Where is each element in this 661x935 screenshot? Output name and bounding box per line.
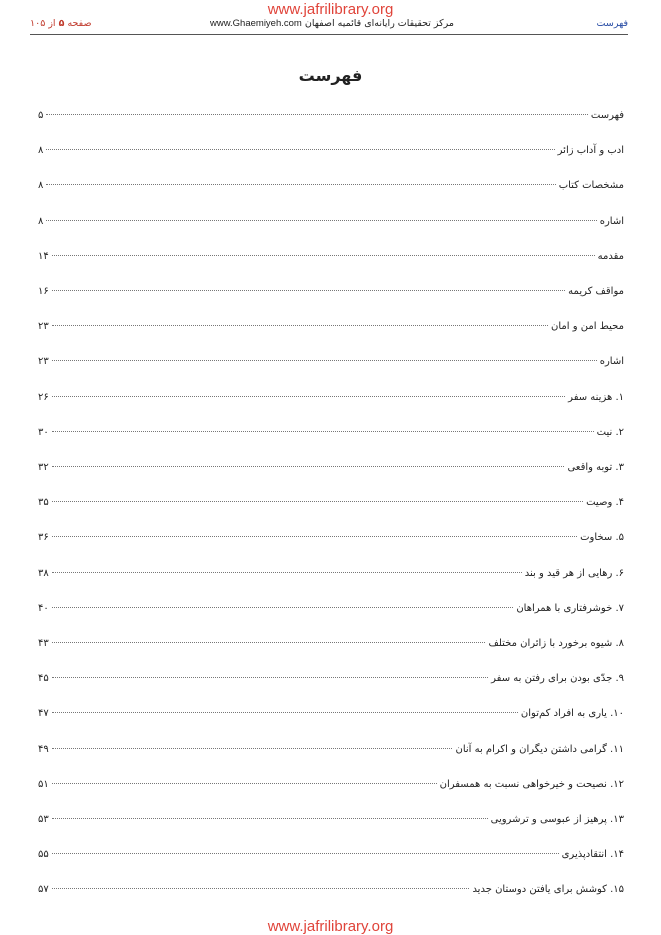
toc-dot-leader: [52, 853, 559, 854]
toc-entry[interactable]: [38, 882, 624, 898]
toc-entry-page[interactable]: ۱۶: [38, 286, 49, 297]
toc-entry-title[interactable]: ۲. نیت: [596, 427, 624, 438]
toc-entry-page[interactable]: ۵: [38, 110, 44, 121]
page-current: ۵: [58, 18, 65, 29]
toc-dot-leader: [46, 220, 596, 221]
toc-entry-title[interactable]: ۶. رهایی از هر قید و بند: [524, 568, 624, 579]
toc-entry[interactable]: [38, 214, 638, 230]
toc-entry-page[interactable]: ۳۰: [38, 427, 49, 438]
toc-entry-title[interactable]: ۴. وصیت: [586, 497, 624, 508]
toc-entry-title[interactable]: مواقف کریمه: [568, 286, 624, 297]
toc-entry[interactable]: [38, 671, 624, 687]
toc-entry-title[interactable]: ۱۴. انتقادپذیری: [561, 849, 624, 860]
toc-dot-leader: [52, 360, 597, 361]
toc-entry[interactable]: [38, 495, 624, 511]
toc-dot-leader: [52, 783, 437, 784]
toc-dot-leader: [52, 325, 548, 326]
page-of: از: [48, 18, 56, 29]
toc-entry-title[interactable]: ۸. شیوه برخورد با زائران مختلف: [488, 638, 624, 649]
toc-dot-leader: [52, 712, 518, 713]
toc-entry-page[interactable]: ۲۶: [38, 392, 49, 403]
toc-entry[interactable]: [38, 812, 624, 828]
toc-entry-page[interactable]: ۵۳: [38, 814, 49, 825]
toc-entry-page[interactable]: ۸: [38, 216, 44, 227]
page-title: فهرست: [298, 66, 363, 85]
toc-dot-leader: [52, 466, 565, 467]
toc-entry[interactable]: [38, 390, 624, 406]
toc-entry[interactable]: [38, 143, 624, 159]
toc-entry[interactable]: [38, 847, 624, 863]
toc-dot-leader: [52, 572, 522, 573]
toc-entry-title[interactable]: اشاره: [599, 216, 624, 227]
watermark-bottom[interactable]: www.jafrilibrary.org: [267, 918, 394, 935]
toc-entry-title[interactable]: مشخصات کتاب: [558, 180, 624, 191]
toc-entry-title[interactable]: ۱۲. نصیحت و خیرخواهی نسبت به همسفران: [439, 779, 624, 790]
toc-dot-leader: [52, 888, 470, 889]
header-section: فهرست: [596, 18, 628, 29]
toc-entry-title[interactable]: ۱۳. پرهیز از عبوسی و ترشرویی: [490, 814, 624, 825]
toc-entry-title[interactable]: محیط امن و امان: [551, 321, 624, 332]
toc-entry-page[interactable]: ۵۱: [38, 779, 49, 790]
toc-entry-title[interactable]: ۱۱. گرامی داشتن دیگران و اکرام به آنان: [455, 744, 624, 755]
toc-dot-leader: [52, 396, 565, 397]
toc-entry[interactable]: [38, 178, 638, 194]
toc-entry-page[interactable]: ۱۴: [38, 251, 49, 262]
toc-entry[interactable]: [38, 284, 624, 300]
toc-entry-page[interactable]: ۸: [38, 145, 44, 156]
toc-entry-page[interactable]: ۲۳: [38, 356, 49, 367]
toc-entry-page[interactable]: ۳۵: [38, 497, 49, 508]
toc-entry-title[interactable]: ادب و آداب زائر: [557, 145, 624, 156]
toc-dot-leader: [52, 501, 583, 502]
toc-entry-page[interactable]: ۴۳: [38, 638, 49, 649]
toc-entry-title[interactable]: ۱۵. کوشش برای یافتن دوستان جدید: [472, 884, 624, 895]
toc-entry-title[interactable]: مقدمه: [597, 251, 624, 262]
toc-entry[interactable]: [38, 108, 624, 124]
toc-entry[interactable]: [38, 460, 624, 476]
toc-entry-page[interactable]: ۴۷: [38, 708, 49, 719]
toc-entry-title[interactable]: ۱۰. یاری به افراد کم‌توان: [520, 708, 624, 719]
header-site-link[interactable]: www.Ghaemiyeh.com: [209, 18, 302, 29]
toc-entry-page[interactable]: ۳۶: [38, 532, 49, 543]
toc-dot-leader: [52, 290, 565, 291]
page-total: ۱۰۵: [30, 18, 46, 29]
toc-entry-page[interactable]: ۲۳: [38, 321, 49, 332]
toc-entry[interactable]: [38, 706, 624, 722]
toc-dot-leader: [52, 431, 594, 432]
toc-entry[interactable]: [38, 319, 624, 335]
toc-entry-title[interactable]: ۷. خوشرفتاری با همراهان: [516, 603, 624, 614]
toc-dot-leader: [52, 818, 488, 819]
toc-entry[interactable]: [38, 425, 624, 441]
toc-dot-leader: [46, 114, 588, 115]
toc-entry[interactable]: [38, 777, 624, 793]
toc-dot-leader: [52, 677, 488, 678]
header-center-text: مرکز تحقیقات رایانه‌ای قائمیه اصفهان: [304, 18, 455, 29]
toc-entry-title[interactable]: فهرست: [590, 110, 624, 121]
toc-entry[interactable]: [38, 636, 624, 652]
toc-dot-leader: [52, 748, 453, 749]
toc-entry[interactable]: [38, 530, 624, 546]
toc-dot-leader: [52, 642, 486, 643]
toc-entry-title[interactable]: اشاره: [599, 356, 624, 367]
toc-entry[interactable]: [38, 249, 624, 265]
toc-dot-leader: [46, 184, 555, 185]
toc-entry-title[interactable]: ۳. توبه واقعی: [567, 462, 624, 473]
toc-entry-title[interactable]: ۵. سخاوت: [580, 532, 624, 543]
toc-dot-leader: [52, 536, 577, 537]
toc-entry-page[interactable]: ۸: [38, 180, 44, 191]
toc-entry-page[interactable]: ۴۵: [38, 673, 49, 684]
toc-entry[interactable]: [38, 742, 624, 758]
toc-dot-leader: [46, 149, 554, 150]
toc-dot-leader: [52, 255, 595, 256]
toc-entry[interactable]: [38, 601, 624, 617]
toc-entry-page[interactable]: ۴۰: [38, 603, 49, 614]
toc-entry-page[interactable]: ۵۷: [38, 884, 49, 895]
toc-entry-page[interactable]: ۴۹: [38, 744, 49, 755]
toc-entry[interactable]: [38, 354, 638, 370]
toc-entry-title[interactable]: ۹. جدّی بودن برای رفتن به سفر: [491, 673, 624, 684]
toc-entry-page[interactable]: ۵۵: [38, 849, 49, 860]
watermark-top[interactable]: www.jafrilibrary.org: [267, 1, 394, 18]
toc-dot-leader: [52, 607, 514, 608]
toc-entry-title[interactable]: ۱. هزینه سفر: [568, 392, 624, 403]
toc-entry-page[interactable]: ۳۲: [38, 462, 49, 473]
toc-entry[interactable]: [38, 566, 624, 582]
page-prefix: صفحه: [67, 18, 92, 29]
toc-entry-page[interactable]: ۳۸: [38, 568, 49, 579]
